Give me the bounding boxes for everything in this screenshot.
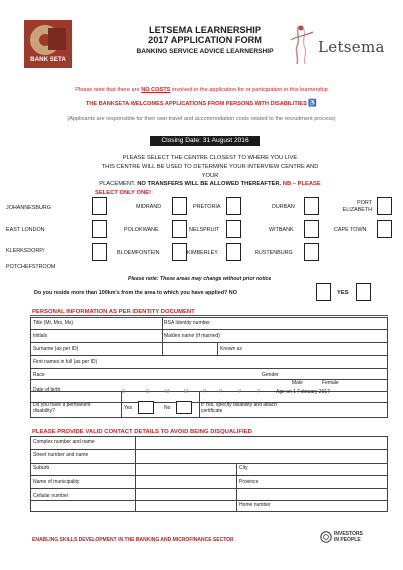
centre-checkbox-bloemfontein[interactable]: [172, 243, 187, 261]
dob-m1: M: [165, 389, 170, 395]
centre-label-cape-town: CAPE TOWN: [334, 227, 367, 233]
travel-note: (Applicants are responsible for their own travel and accommodation costs related to the recruitment process): [67, 116, 336, 122]
centre-label-durban: DURBAN: [272, 204, 295, 210]
centre-label-johannesburg: JOHANNESBURG: [6, 205, 51, 211]
centre-checkbox-johannesburg[interactable]: [92, 197, 107, 215]
contact-heading: PLEASE PROVIDE VALID CONTACT DETAILS TO AVOID BEING DISQUALIFIED: [32, 429, 252, 435]
contact-table: [30, 436, 388, 512]
title-label: Title (Mr, Mrs, Ms): [33, 320, 74, 326]
centre-checkbox-klerksdorp-potchefstroom[interactable]: [92, 243, 107, 261]
dob-d1: D: [122, 389, 126, 395]
dob-y3: Y: [238, 389, 242, 395]
letsema-figure-logo: [285, 22, 319, 66]
centre-label-nelspruit: NELSPRUIT: [189, 227, 220, 233]
initials-label: Initials: [33, 333, 48, 339]
reside-question: Do you reside more than 100km's from the area to which you have applied? NO: [34, 290, 237, 296]
reside-no-checkbox[interactable]: [316, 283, 331, 301]
title-line-1: LETSEMA LEARNERSHIP: [149, 25, 261, 35]
centre-checkbox-polokwane[interactable]: [172, 220, 187, 238]
centre-label-pretoria: PRETORIA: [193, 204, 221, 210]
dob-m2: M: [184, 389, 189, 395]
closing-date: Closing Date: 31 August 2016: [150, 136, 260, 146]
disability-label: Do you have a permanent disability?: [33, 402, 91, 414]
footer-tagline: ENABLING SKILLS DEVELOPMENT IN THE BANKING AND MICROFINANCE SECTOR: [32, 537, 234, 543]
reside-yes-label: YES: [337, 290, 349, 296]
bankseta-logo-text: BANK SETA: [30, 56, 66, 63]
dob-y2: Y: [219, 389, 223, 395]
disability-yes-label: Yes: [124, 405, 133, 411]
dob-y4: Y: [257, 389, 261, 395]
centre-label-kimberley: KIMBERLEY: [187, 250, 218, 256]
centre-checkbox-durban[interactable]: [304, 197, 319, 215]
dob-y1: Y: [203, 389, 207, 395]
disability-specify-label: If Yes, specify disability and attach certificate: [201, 402, 277, 414]
male-label: Male: [292, 380, 303, 386]
centre-checkbox-nelspruit[interactable]: [226, 220, 241, 238]
form-title: [130, 25, 280, 45]
investors-in-people-icon: [320, 530, 332, 542]
province-label: Province: [239, 479, 259, 485]
female-label: Female: [322, 380, 339, 386]
personal-info-heading: PERSONAL INFORMATION AS PER IDENTITY DOCUMENT: [32, 309, 195, 315]
city-label: City: [239, 465, 248, 471]
surname-label: Surname (as per ID): [33, 346, 79, 352]
centre-checkbox-kimberley[interactable]: [226, 243, 241, 261]
municipality-label: Name of municipality: [33, 479, 80, 485]
home-number-label: Home number: [239, 502, 271, 508]
no-costs-note: Please note that there are NO COSTS involved in the application for or participation in this learnership: [75, 87, 328, 93]
age-label: Age on 1 February 2017: [276, 389, 330, 395]
centre-label-rustenburg: RUSTENBURG: [255, 250, 293, 256]
personal-heading-rule: [30, 315, 388, 316]
known-as-label: Known as: [220, 346, 242, 352]
centre-label-potchefstroom: POTCHEFSTROOM: [6, 264, 56, 270]
disability-no-checkbox[interactable]: [176, 401, 192, 414]
race-label: Race: [33, 372, 45, 378]
rsa-id-label: RSA Identity number: [164, 320, 210, 326]
street-label: Street number and name: [33, 452, 89, 458]
form-subtitle: BANKING SERVICE ADVICE LEARNERSHIP: [136, 48, 274, 55]
letsema-wordmark: Letsema: [318, 38, 385, 56]
disabilities-note: THE BANKSETA WELCOMES APPLICATIONS FROM PERSONS WITH DISABILITIES ♿: [85, 100, 318, 107]
disability-yes-checkbox[interactable]: [138, 401, 154, 414]
disability-no-label: No: [164, 405, 171, 411]
complex-label: Complex number and name: [33, 439, 95, 445]
dob-label: Date of birth: [33, 387, 61, 393]
centre-checkbox-east-london[interactable]: [92, 220, 107, 238]
centre-label-midrand: MIDRAND: [136, 204, 162, 210]
centre-checkbox-cape-town[interactable]: [377, 220, 392, 238]
centre-label-bloemfontein: BLOEMFONTEIN: [117, 250, 160, 256]
cellular-label: Cellular number: [33, 493, 69, 499]
gender-label: Gender: [262, 372, 279, 378]
suburb-label: Suburb: [33, 465, 50, 471]
instructions: PLEASE SELECT THE CENTRE CLOSEST TO WHERE YOU LIVE THIS CENTRE WILL BE USED TO DETERMINE YOUR INTERVIEW CENTRE AND YOUR PLACEMENT. NO TRANSFERS WILL BE ALLOWED THEREAFTER. NB – PLEASE SELECT ONLY ONE!: [95, 155, 321, 197]
centre-label-port-elizabeth: PORT ELIZABETH: [342, 200, 372, 213]
maiden-label: Maiden name (if married): [164, 333, 220, 339]
reside-yes-checkbox[interactable]: [356, 283, 371, 301]
centre-label-witbank: WITBANK: [269, 227, 294, 233]
centre-label-klerksdorp: KLERKSDORP/: [6, 248, 45, 254]
wheelchair-icon: ♿: [308, 100, 318, 107]
centre-checkbox-pretoria[interactable]: [226, 197, 241, 215]
centre-checkbox-rustenburg[interactable]: [304, 243, 319, 261]
first-names-label: First names in full (as per ID): [33, 359, 98, 365]
centre-checkbox-port-elizabeth[interactable]: [377, 197, 392, 215]
centre-checkbox-midrand[interactable]: [172, 197, 187, 215]
dob-d2: D: [146, 389, 150, 395]
centre-label-east-london: EAST LONDON: [6, 227, 45, 233]
title-line-2: 2017 APPLICATION FORM: [148, 35, 262, 46]
investors-in-people-text: INVESTORS IN PEOPLE: [334, 531, 363, 543]
centre-checkbox-witbank[interactable]: [304, 220, 319, 238]
areas-note: Please note: These areas may change without prior notice: [128, 276, 272, 282]
centre-label-polokwane: POLOKWANE: [124, 227, 159, 233]
